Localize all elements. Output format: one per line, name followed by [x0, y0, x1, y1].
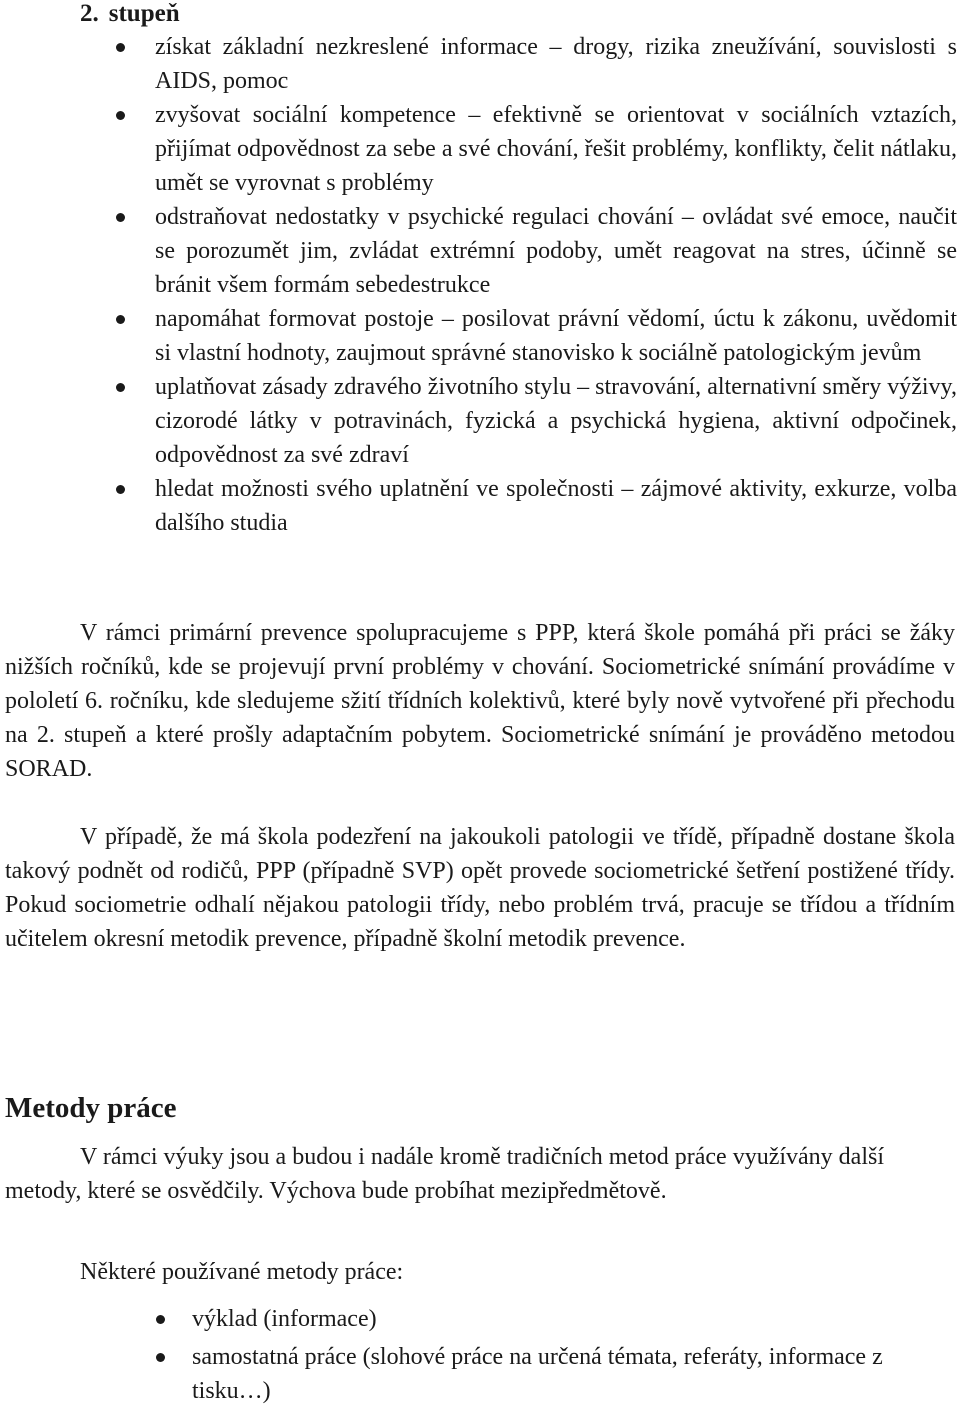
list-item: [155, 30, 957, 98]
list-item: [155, 98, 957, 200]
section-title-text: stupeň: [108, 0, 180, 27]
list-item: [192, 1340, 932, 1408]
bullet-icon: [116, 485, 125, 494]
bullet-icon: [156, 1353, 165, 1362]
list-item: [155, 472, 957, 540]
list-item-text: hledat možnosti svého uplatnění ve společnosti – zájmové aktivity, exkurze, volba dalšího studia: [155, 476, 957, 536]
bullet-icon: [116, 111, 125, 120]
bullet-icon: [116, 315, 125, 324]
stage2-goals-list: [155, 30, 957, 540]
list-item-text: odstraňovat nedostatky v psychické regulaci chování – ovládat své emoce, naučit se porozumět jim, zvládat extrémní podoby, umět reagovat na stres, účinně se bránit všem formám sebedestrukce: [155, 204, 957, 298]
list-item-text: napomáhat formovat postoje – posilovat právní vědomí, úctu k zákonu, uvědomit si vlastní hodnoty, zaujmout správné stanovisko k sociálně patologickým jevům: [155, 306, 957, 366]
methods-lead: Některé používané metody práce:: [80, 1259, 404, 1285]
bullet-icon: [116, 383, 125, 392]
section-title: [80, 0, 180, 28]
methods-heading: Metody práce: [5, 1092, 177, 1124]
bullet-icon: [156, 1315, 165, 1324]
paragraph-pathology-suspicion: V případě, že má škola podezření na jakoukoli patologii ve třídě, případně dostane škola takový podnět od rodičů, PPP (případně SVP) opět provede sociometrické šetření postižené třídy. Pokud sociometrie odhalí nějakou patologii třídy, nebo problém trvá, pracuje se třídou a třídním učitelem okresní metodik prevence, případně školní metodik prevence.: [5, 824, 955, 952]
list-item: [155, 302, 957, 370]
list-item-text: samostatná práce (slohové práce na určená témata, referáty, informace z tisku…): [192, 1344, 883, 1404]
paragraph-primary-prevention: V rámci primární prevence spolupracujeme s PPP, která škole pomáhá při práci se žáky nižších ročníků, kde se projevují první problémy v chování. Sociometrické snímání provádíme v pololetí 6. ročníku, kde sledujeme sžití třídních kolektivů, které byly nově vytvořené při přechodu na 2. stupeň a které prošly adaptačním pobytem. Sociometrické snímání je prováděno metodou SORAD.: [5, 620, 955, 782]
list-item-text: výklad (informace): [192, 1306, 377, 1332]
list-item: [155, 370, 957, 472]
bullet-icon: [116, 213, 125, 222]
list-item-text: zvyšovat sociální kompetence – efektivně se orientovat v sociálních vztazích, přijímat odpovědnost za sebe a své chování, řešit problémy, konflikty, čelit nátlaku, umět se vyrovnat s problémy: [155, 102, 957, 196]
section-number: 2.: [80, 0, 99, 27]
list-item-text: získat základní nezkreslené informace – drogy, rizika zneužívání, souvislosti s AIDS, pomoc: [155, 34, 957, 94]
list-item: [155, 200, 957, 302]
list-item: [192, 1302, 932, 1336]
methods-intro: V rámci výuky jsou a budou i nadále kromě tradičních metod práce využívány další metody, které se osvědčily. Výchova bude probíhat mezipředmětově.: [5, 1144, 884, 1204]
methods-list: [192, 1302, 932, 1412]
bullet-icon: [116, 43, 125, 52]
list-item-text: uplatňovat zásady zdravého životního stylu – stravování, alternativní směry výživy, cizorodé látky v potravinách, fyzická a psychická hygiena, aktivní odpočinek, odpovědnost za své zdraví: [155, 374, 957, 468]
